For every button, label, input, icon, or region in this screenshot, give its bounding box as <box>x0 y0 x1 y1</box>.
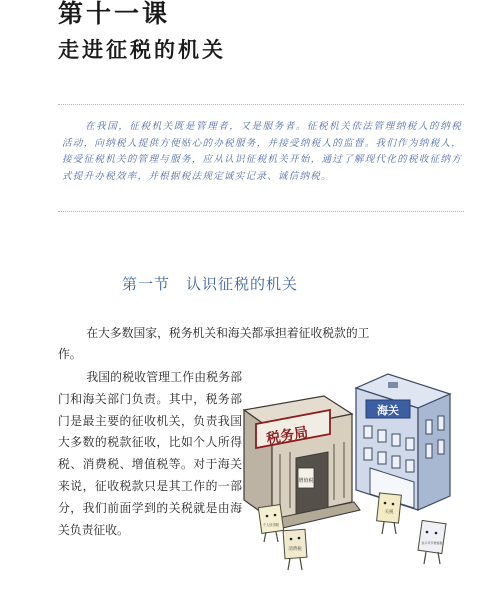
character-label-customs-duty: 关税 <box>384 510 394 515</box>
body-paragraph-1: 在大多数国家，税务机关和海关都承担着征收税款的工作。 <box>58 326 370 361</box>
intro-box <box>58 104 464 212</box>
character-label-consumption-tax: 消费税 <box>288 547 302 552</box>
character-label-import-vat: 进口环节增值税 <box>421 541 443 545</box>
lesson-number: 第十一课 <box>58 0 171 28</box>
character-label-personal-income-tax: 个人所得税 <box>263 523 279 527</box>
lesson-title: 走进征税的机关 <box>58 37 226 62</box>
tax-offices-illustration <box>238 360 458 585</box>
customs-sign: 海关 <box>377 404 399 417</box>
section-heading: 第一节 认识征税的机关 <box>122 275 299 293</box>
body-paragraph-2: 我国的税收管理工作由税务部门和海关部门负责。其中，税务部门是最主要的征收机关，负责我国大多数的税款征收，比如个人所得税、消费税、增值税等。对于海关来说，征收税款只是其工作的一部分，我们前面学到的关税就是由海关负责征收。 <box>58 370 242 537</box>
customs-building <box>356 374 450 510</box>
tax-bureau-sign: 税务局 <box>265 424 310 448</box>
intro-text: 在我国，征税机关既是管理者，又是服务者。征税机关依法管理纳税人的纳税活动，向纳税人提供方便贴心的办税服务，并接受纳税人的监督。我们作为纳税人，接受征税机关的管理与服务，应从认识征税机关开始，通过了解现代化的税收征纳方式提升办税效率，并根据税法规定诚实记录、诚信纳税。 <box>62 121 462 182</box>
tax-bureau-door-sign: 增值税 <box>298 478 314 484</box>
